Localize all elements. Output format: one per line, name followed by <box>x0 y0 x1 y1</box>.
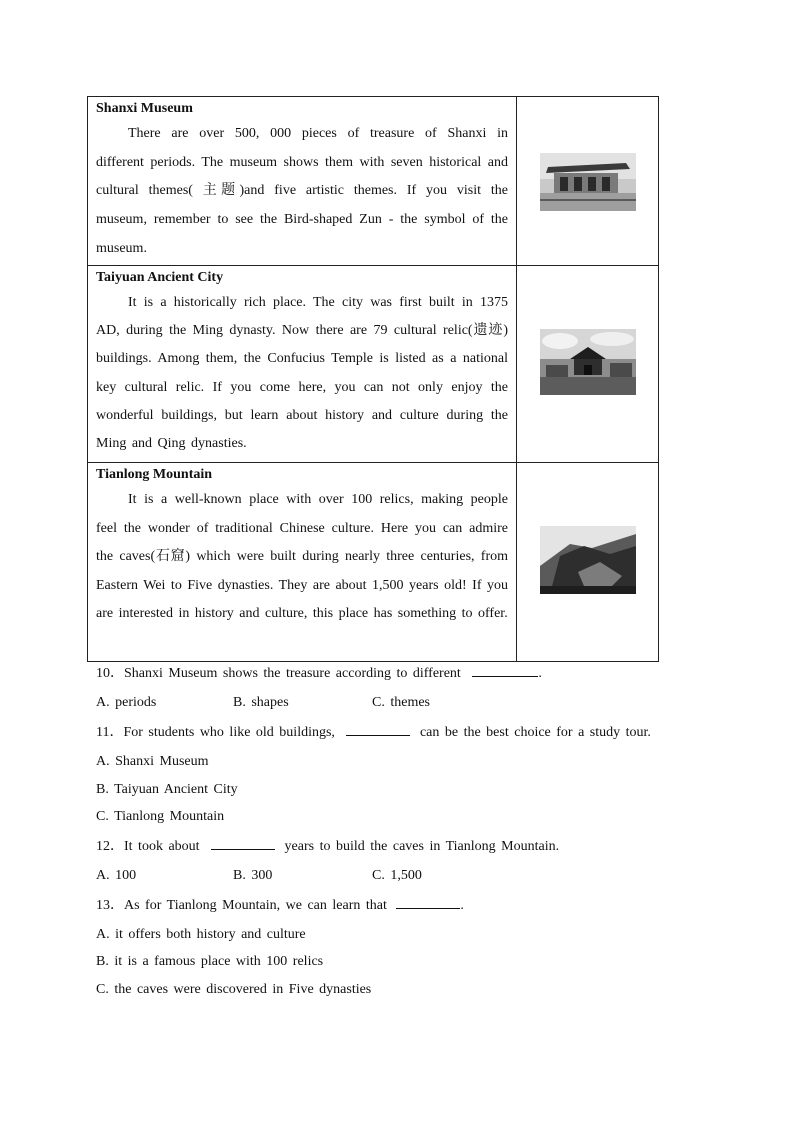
option-a[interactable]: A. 100 <box>96 868 137 883</box>
question-stem <box>96 837 559 856</box>
mountain-photo <box>540 526 636 594</box>
option-c[interactable]: C. Tianlong Mountain <box>96 809 225 824</box>
option-c[interactable]: C. 1,500 <box>372 868 422 883</box>
option-a[interactable]: A. periods <box>96 695 157 710</box>
question-11 <box>96 723 651 742</box>
question-stem <box>96 664 542 683</box>
place-row-taiyuan-ancient-city <box>88 266 659 463</box>
stem-text: 10．Shanxi Museum shows the treasure according to different <box>96 666 461 681</box>
answer-blank[interactable] <box>472 664 538 677</box>
ancient-city-photo <box>540 329 636 395</box>
option-b[interactable]: B. it is a famous place with 100 relics <box>96 954 324 969</box>
museum-photo <box>540 153 636 211</box>
option-c[interactable]: C. themes <box>372 695 430 710</box>
place-text-cell <box>88 97 517 266</box>
place-title: Tianlong Mountain <box>96 467 213 482</box>
place-text-cell <box>88 266 517 463</box>
option-a[interactable]: A. it offers both history and culture <box>96 927 306 942</box>
stem-text: 13．As for Tianlong Mountain, we can learn that <box>96 898 387 913</box>
option-a[interactable]: A. Shanxi Museum <box>96 754 209 769</box>
question-stem <box>96 723 651 742</box>
question-13 <box>96 896 464 915</box>
option-b[interactable]: B. Taiyuan Ancient City <box>96 782 238 797</box>
answer-blank[interactable] <box>346 723 410 736</box>
option-b[interactable]: B. shapes <box>233 695 289 710</box>
option-c[interactable]: C. the caves were discovered in Five dynasties <box>96 982 372 997</box>
question-10 <box>96 664 542 683</box>
place-row-tianlong-mountain <box>88 463 659 662</box>
question-10-options <box>96 694 430 712</box>
place-description: It is a historically rich place. The city was first built in 1375 AD, during the Ming dynasty. Now there are 79 cultural relic(遗迹) buildings. Among them, the Confucius Temple is listed as a national key cultural relic. If you come here, you can not only enjoy the wonderful buildings, but learn about history and culture during the Ming and Qing dynasties. <box>96 295 508 452</box>
question-12 <box>96 837 559 856</box>
place-title: Shanxi Museum <box>96 101 193 116</box>
stem-text: 12．It took about <box>96 839 200 854</box>
place-photo-cell <box>517 266 659 463</box>
place-photo-cell <box>517 463 659 662</box>
answer-blank[interactable] <box>211 837 275 850</box>
stem-text-end: years to build the caves in Tianlong Mountain. <box>284 839 560 854</box>
place-title: Taiyuan Ancient City <box>96 270 224 285</box>
option-b[interactable]: B. 300 <box>233 868 273 883</box>
place-description: There are over 500, 000 pieces of treasure of Shanxi in different periods. The museum shows them with seven historical and cultural themes( 主题)and five artistic themes. If you visit the museum, remember to see the Bird-shaped Zun - the symbol of the museum. <box>96 126 508 256</box>
stem-text: 11．For students who like old buildings, <box>96 725 335 740</box>
place-row-shanxi-museum <box>88 97 659 266</box>
question-12-options <box>96 867 422 885</box>
stem-text-end: . <box>460 898 464 913</box>
stem-text-end: can be the best choice for a study tour. <box>419 725 651 740</box>
place-photo-cell <box>517 97 659 266</box>
place-description: It is a well-known place with over 100 relics, making people feel the wonder of traditional Chinese culture. Here you can admire the caves(石窟) which were built during nearly three centuries, from Eastern Wei to Five dynasties. They are about 1,500 years old! If you are interested in history and culture, this place has something to offer. <box>96 492 508 622</box>
places-table <box>87 96 659 662</box>
place-text-cell <box>88 463 517 662</box>
stem-text-end: . <box>538 666 542 681</box>
answer-blank[interactable] <box>396 896 460 909</box>
question-stem <box>96 896 464 915</box>
